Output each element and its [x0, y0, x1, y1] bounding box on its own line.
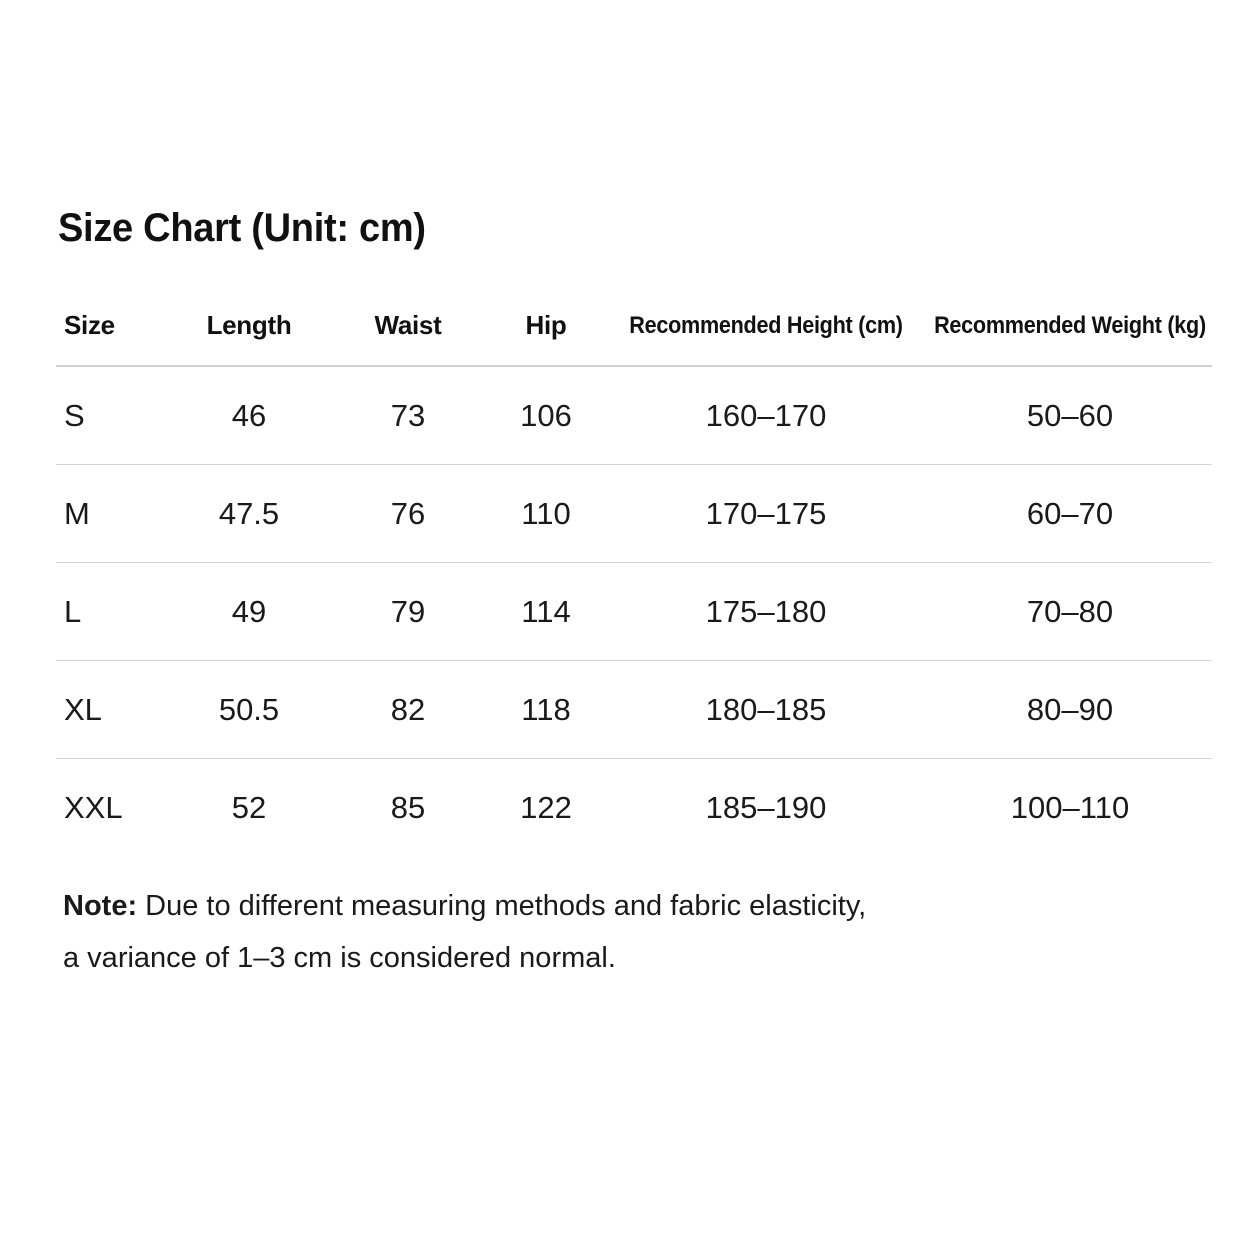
cell-height: 175–180 — [705, 593, 827, 629]
header-size: Size — [64, 310, 115, 340]
cell-length: 52 — [231, 789, 267, 825]
cell-weight: 80–90 — [1026, 691, 1114, 727]
page-title: Size Chart (Unit: cm) — [58, 206, 426, 250]
cell-hip: 106 — [520, 397, 572, 433]
cell-hip: 122 — [520, 789, 572, 825]
cell-weight: 70–80 — [1026, 593, 1114, 629]
cell-hip: 114 — [521, 593, 571, 629]
cell-hip: 118 — [521, 691, 571, 727]
header-hip: Hip — [525, 310, 567, 340]
cell-hip: 110 — [521, 495, 571, 531]
cell-height: 180–185 — [705, 691, 827, 727]
cell-waist: 85 — [390, 789, 426, 825]
cell-weight: 60–70 — [1026, 495, 1114, 531]
cell-height: 160–170 — [705, 397, 827, 433]
note-label: Note: — [63, 890, 138, 922]
cell-size: S — [64, 397, 85, 433]
note-text-1: Due to different measuring methods and fabric elasticity, — [137, 890, 867, 922]
header-waist: Waist — [374, 310, 442, 340]
cell-waist: 73 — [390, 397, 426, 433]
note-line-1 — [63, 880, 1163, 932]
cell-size: XL — [64, 691, 102, 727]
cell-waist: 76 — [390, 495, 426, 531]
note-line-2: a variance of 1–3 cm is considered normal. — [63, 942, 616, 974]
table-row — [56, 563, 1212, 661]
cell-length: 50.5 — [218, 691, 280, 727]
cell-height: 170–175 — [705, 495, 827, 531]
cell-waist: 82 — [390, 691, 426, 727]
cell-length: 46 — [231, 397, 267, 433]
cell-length: 49 — [231, 593, 267, 629]
cell-height: 185–190 — [705, 789, 827, 825]
cell-length: 47.5 — [218, 495, 280, 531]
table-row — [56, 465, 1212, 563]
cell-size: XXL — [64, 789, 123, 825]
cell-weight: 50–60 — [1026, 397, 1114, 433]
size-table — [56, 286, 1212, 856]
cell-size: L — [64, 593, 82, 629]
table-header-row — [56, 286, 1212, 367]
table-row — [56, 367, 1212, 465]
header-recommended-height: Recommended Height (cm) — [629, 311, 903, 339]
cell-weight: 100–110 — [1010, 789, 1130, 825]
header-length: Length — [206, 310, 292, 340]
table-row — [56, 759, 1212, 856]
table-row — [56, 661, 1212, 759]
cell-size: M — [64, 495, 90, 531]
header-recommended-weight: Recommended Weight (kg) — [934, 311, 1206, 339]
size-note — [63, 880, 1163, 984]
cell-waist: 79 — [390, 593, 426, 629]
